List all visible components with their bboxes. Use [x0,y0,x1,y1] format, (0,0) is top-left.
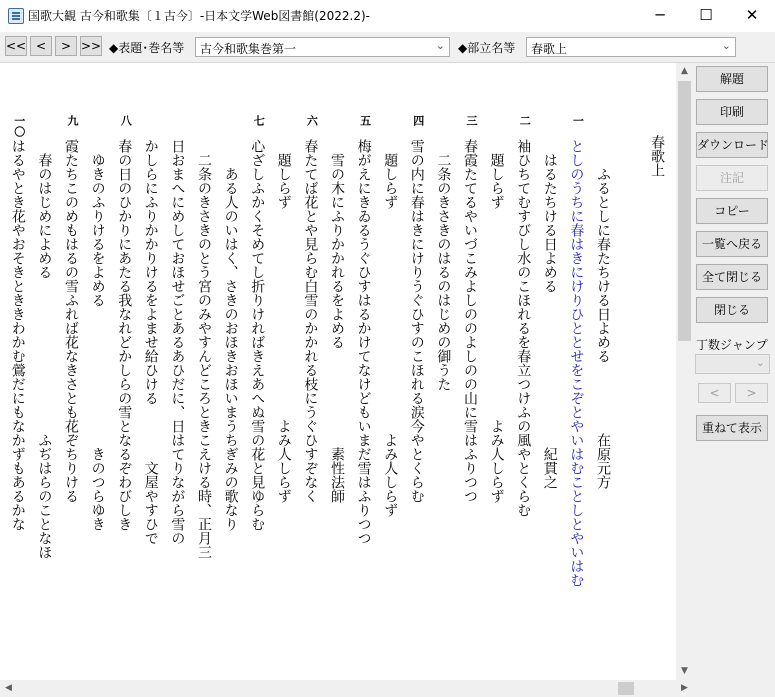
title-select[interactable] [195,37,450,57]
section-label: ◆部立名等 [458,41,516,55]
poem-line: 題しらず よみ人しらず [488,139,505,503]
minimize-button[interactable]: ─ [655,6,665,24]
poem-line: 二条のきさきのはるのはじめの御うた [435,139,452,391]
horizontal-scrollbar[interactable] [0,680,693,697]
poem-line: 心ざしふかくそめてし折りければきえあへぬ雪の花と見ゆらむ [249,139,266,531]
chevron-down-icon: ⌄ [435,39,445,52]
poem-line: 雪の木にふりかかれるをよめる 素性法師 [329,139,345,503]
poem-line: 題しらず よみ人しらず [275,139,292,503]
vertical-scrollbar[interactable] [676,63,693,680]
app-icon [8,8,24,24]
title-label: ◆表題･巻名等 [109,41,185,55]
scroll-thumb[interactable] [618,682,634,695]
poem-line: 題しらず よみ人しらず [382,139,399,517]
poem-number: 三 [465,115,478,126]
poem-number: 五 [358,115,372,126]
sidebar-button-6[interactable]: 全て閉じる [696,264,768,290]
section-select[interactable] [526,37,736,57]
scroll-thumb[interactable] [678,81,691,341]
chevron-down-icon: ⌄ [755,356,765,369]
first-page-button[interactable]: << [5,36,27,56]
poem-number: 一〇 [12,115,26,137]
poem-line: かしらにふりかかりけるをよませ給ひける 文屋やすひで [142,139,159,545]
poem-line: 雪の内に春はきにけりうぐひすのこほれる涙今やとくらむ [408,139,425,503]
jump-next-button[interactable]: > [735,383,768,403]
prev-page-button[interactable]: < [30,36,52,56]
poem-line: 袖ひちてむすびし水のこほれるを春立つけふの風やとくらむ [515,139,532,517]
poem-number: 一 [571,115,585,126]
poem-number: 七 [252,115,266,126]
sidebar-button-2[interactable]: ダウンロード [696,132,768,158]
poem-text-area [0,63,676,680]
poem-number: 六 [305,115,319,126]
scroll-right-icon[interactable]: ▶ [681,683,688,693]
poem-line: 春霞たてるやいづこみよしののよしのの山に雪はふりつつ [462,139,478,503]
poem-line: はるやとき花やおそきとききわかむ鶯だにもなかずもあるかな [9,139,26,531]
page-jump-select[interactable] [695,354,770,374]
title-select-value: 古今和歌集巻第一 [200,42,297,56]
poem-number: 四 [411,115,425,126]
scroll-down-icon[interactable]: ▼ [681,666,688,676]
next-page-button[interactable]: > [55,36,77,56]
sidebar-button-0[interactable]: 解題 [696,66,768,92]
scroll-left-icon[interactable]: ◀ [5,683,12,693]
jump-prev-button[interactable]: < [698,383,731,403]
poem-line: 日おまへにめしておほせごとあるあひだに、日はてりながら雪の [169,139,186,545]
poem-line: ある人のいはく、さきのおほきおほいまうちぎみの歌なり [222,139,239,531]
title-bar [0,0,775,33]
sidebar-button-7[interactable]: 閉じる [696,297,768,323]
poem-line: 二条のきさきのとう宮のみやすんどころときこえける時、正月三 [196,139,212,559]
sidebar-button-3: 注記 [696,165,768,191]
poem-number: 二 [518,115,532,126]
poem-line: ふるとしに春たちける日よめる 在原元方 [595,139,611,489]
page-jump-label: 丁数ジャンプ [696,338,768,352]
poem-line: 春たてば花とや見らむ白雪のかかれる枝にうぐひすぞなく [302,139,319,503]
scroll-up-icon[interactable]: ▲ [681,66,688,76]
close-window-button[interactable]: ✕ [745,6,759,24]
toolbar [0,32,775,63]
last-page-button[interactable]: >> [80,36,102,56]
section-heading: 春歌上 [649,135,665,177]
poem-line: 梅がえにきゐるうぐひすはるかけてなけどもいまだ雪はふりつつ [355,139,372,545]
poem-line: はるたちける日よめる 紀貫之 [541,139,558,489]
poem-line: 春の日のひかりにあたる我なれどかしらの雪となるぞわびしき [116,139,133,531]
overlay-display-button[interactable]: 重ねて表示 [696,415,768,441]
section-select-value: 春歌上 [531,42,568,56]
poem-line: ゆきのふりけるをよめる きのつらゆき [89,139,106,531]
poem-number: 八 [119,115,133,126]
side-panel [693,63,775,697]
chevron-down-icon: ⌄ [721,39,731,52]
maximize-button[interactable]: ☐ [699,6,713,24]
sidebar-button-1[interactable]: 印刷 [696,99,768,125]
sidebar-button-4[interactable]: コピー [696,198,768,224]
window-title: 国歌大観 古今和歌集〔１古今〕-日本文学Web図書館(2022.2)- [28,9,370,23]
poem-line: 春のはじめによめる ふぢはらのことなほ [36,139,53,559]
sidebar-button-5[interactable]: 一覧へ戻る [696,231,768,257]
poem-line-highlighted: としのうちに春はきにけりひととせをこぞとやいはむことしとやいはむ [568,139,585,587]
poem-line: 霞たちこのめもはるの雪ふれば花なきさとも花ぞちりける [63,139,79,503]
poem-number: 九 [66,115,79,126]
